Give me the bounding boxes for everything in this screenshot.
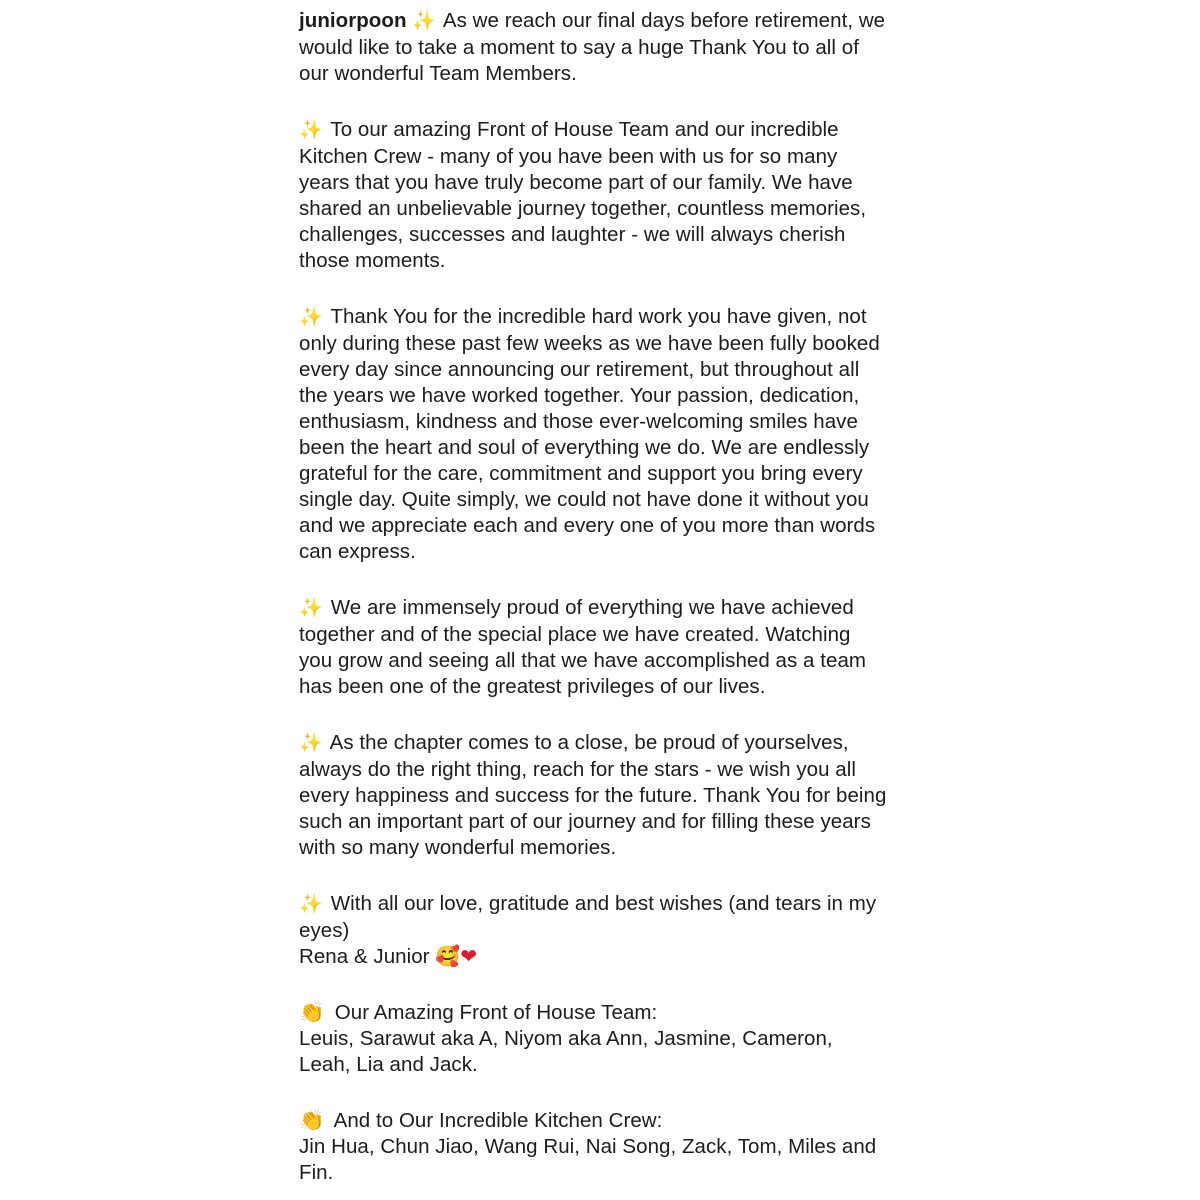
paragraph-text: As the chapter comes to a close, be proud of yourselves, always do the right thing, reach for the stars - we wish you all every happiness and success for the future. Thank You for being such an important part of our journey and for filling these years with so many wonderful memories. [299,731,887,859]
paragraph-text: Thank You for the incredible hard work you have given, not only during these past few weeks as we have been fully booked every day since announcing our retirement, but throughout all the years we have worked together. Your passion, dedication, enthusiasm, kindness and those ever-welcoming smiles have been the heart and soul of everything we do. We are endlessly grateful for the care, commitment and support you bring every single day. Quite simply, we could not have done it without you and we appreciate each and every one of you more than words can express. [299,305,880,563]
foh-heading: Our Amazing Front of House Team: [334,1001,658,1024]
caption-intro [299,8,889,87]
closing-wishes [299,891,889,944]
paragraph-hard-work [299,304,889,565]
signature-line [299,944,889,970]
kitchen-names: Jin Hua, Chun Jiao, Wang Rui, Nai Song, Zack, Tom, Miles and Fin. [299,1135,877,1184]
username-link[interactable]: juniorpoon [299,9,407,32]
smiling-face-with-hearts-icon: 🥰 [435,946,461,968]
red-heart-icon: ❤ [460,946,478,968]
intro-text: As we reach our final days before retirement, we would like to take a moment to say a huge Thank You to all of our wonderful Team Members. [299,9,886,85]
kitchen-heading-line [299,1108,889,1134]
foh-names: Leuis, Sarawut aka A, Niyom aka Ann, Jasmine, Cameron, Leah, Lia and Jack. [299,1027,833,1076]
sparkles-icon: ✨ [299,598,323,619]
post-caption [299,8,889,1186]
sparkles-icon: ✨ [299,120,323,141]
kitchen-heading: And to Our Incredible Kitchen Crew: [333,1109,663,1132]
paragraph-chapter-close [299,730,889,861]
paragraph-text: To our amazing Front of House Team and our incredible Kitchen Crew - many of you have been with us for so many years that you have truly become part of our family. We have shared an unbelievable journey together, countless memories, challenges, successes and laughter - we will always cherish those moments. [299,118,867,272]
paragraph-team-family [299,117,889,274]
clapping-hands-icon: 👏 [299,1109,325,1132]
sparkles-icon: ✨ [412,11,436,32]
sparkles-icon: ✨ [299,307,323,328]
clapping-hands-icon: 👏 [299,1001,325,1024]
foh-heading-line [299,1000,889,1026]
signature-text: Rena & Junior [299,945,430,968]
paragraph-text: We are immensely proud of everything we have achieved together and of the special place we have created. Watching you grow and seeing all that we have accomplished as a team has been one of the greatest privileges of our lives. [299,596,867,698]
sparkles-icon: ✨ [299,894,323,915]
paragraph-proud [299,595,889,700]
sparkles-icon: ✨ [299,733,323,754]
closing-text: With all our love, gratitude and best wishes (and tears in my eyes) [299,892,877,942]
